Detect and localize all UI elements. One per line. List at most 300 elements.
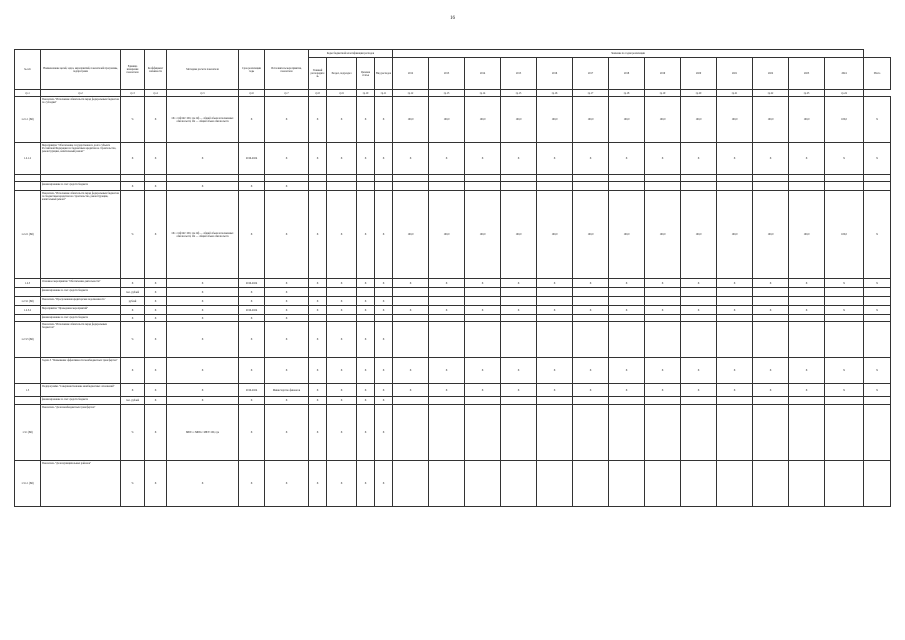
row-value	[825, 297, 864, 306]
row-name: Показатель "Просроченная кредиторская задолженность"	[41, 297, 121, 306]
row-method: Оb = Оф/Оп×100, где Оф — общий объем исполненных обязательств; Оп — общий объем обязательств	[167, 191, 239, 279]
header-year: 2019	[645, 58, 681, 90]
row-name: Показатель "Доля муниципальных районов"	[41, 461, 121, 507]
row-value	[393, 397, 429, 405]
row-value: X	[609, 306, 645, 315]
column-number: гр.19	[645, 90, 681, 97]
row-value: 100,0	[789, 191, 825, 279]
row-value	[753, 175, 789, 182]
row-value: X	[465, 143, 501, 175]
row-value	[717, 288, 753, 297]
row-target	[357, 182, 375, 191]
row-value: X	[465, 358, 501, 384]
row-section: X	[327, 358, 357, 384]
table-row	[15, 315, 891, 322]
row-value	[753, 461, 789, 507]
row-value: X	[864, 191, 891, 279]
row-value	[864, 182, 891, 191]
row-name: Мероприятие "Обеспечение государственного долга субъекта Российской Федерации по бюджетным кредитам на строительство, реконструкцию, капитальный ремонт"	[41, 143, 121, 175]
row-value	[573, 405, 609, 461]
row-unit: тыс. рублей	[121, 288, 145, 297]
row-value: X	[753, 358, 789, 384]
header-weight: Коэффициент значимости	[145, 50, 167, 90]
row-value: 100,0	[465, 97, 501, 143]
row-value: X	[789, 143, 825, 175]
row-value: X	[681, 306, 717, 315]
row-value: 100,0	[393, 97, 429, 143]
row-grbs: X	[309, 97, 327, 143]
row-value	[789, 405, 825, 461]
row-vid: X	[375, 405, 393, 461]
row-weight: X	[145, 384, 167, 397]
row-vid	[375, 315, 393, 322]
row-value	[753, 288, 789, 297]
row-value	[789, 322, 825, 358]
row-value	[501, 182, 537, 191]
row-value: X	[717, 279, 753, 288]
row-num	[15, 288, 41, 297]
row-value	[465, 397, 501, 405]
header-year: 2012	[393, 58, 429, 90]
row-value	[609, 461, 645, 507]
row-value	[393, 322, 429, 358]
row-value	[753, 297, 789, 306]
row-value	[393, 461, 429, 507]
row-grbs: X	[309, 397, 327, 405]
row-vid	[375, 175, 393, 182]
row-value: 100,0	[717, 97, 753, 143]
row-value: X	[609, 358, 645, 384]
row-value	[429, 405, 465, 461]
row-name: Основное мероприятие "Обеспечение деятельности"	[41, 279, 121, 288]
row-weight: X	[145, 288, 167, 297]
row-value	[645, 175, 681, 182]
row-value: X	[717, 384, 753, 397]
row-value	[717, 182, 753, 191]
row-value: X	[864, 358, 891, 384]
row-unit: X	[121, 315, 145, 322]
row-target: X	[357, 143, 375, 175]
row-value: X	[753, 306, 789, 315]
row-value	[825, 288, 864, 297]
row-value: X	[537, 143, 573, 175]
table-row	[15, 182, 891, 191]
row-value: 100,0	[753, 97, 789, 143]
row-value: X	[393, 306, 429, 315]
row-value	[753, 182, 789, 191]
row-value	[393, 288, 429, 297]
header-year: 2015	[501, 58, 537, 90]
row-value: X	[429, 358, 465, 384]
row-value	[717, 397, 753, 405]
row-value: X	[465, 384, 501, 397]
row-grbs: X	[309, 143, 327, 175]
row-value	[864, 288, 891, 297]
row-value	[681, 175, 717, 182]
row-value	[645, 315, 681, 322]
row-num: 1.2.3	[15, 279, 41, 288]
row-value	[573, 297, 609, 306]
row-value: X	[465, 279, 501, 288]
row-value: X	[501, 279, 537, 288]
row-value: X	[864, 143, 891, 175]
row-value: X	[864, 384, 891, 397]
header-target: Целевая статья	[357, 58, 375, 90]
row-vid: X	[375, 384, 393, 397]
column-number: гр.13	[429, 90, 465, 97]
table-row	[15, 397, 891, 405]
row-value	[753, 322, 789, 358]
row-num: 1.2.1.2	[15, 143, 41, 175]
row-value	[645, 405, 681, 461]
table-row	[15, 306, 891, 315]
row-value	[681, 405, 717, 461]
row-value	[429, 315, 465, 322]
row-unit: X	[121, 279, 145, 288]
row-value	[717, 322, 753, 358]
row-value: X	[825, 279, 864, 288]
row-value	[537, 322, 573, 358]
header-values-group: Значение по годам реализации	[393, 50, 864, 58]
row-value: X	[753, 384, 789, 397]
row-value	[465, 182, 501, 191]
table-row	[15, 97, 891, 143]
row-value: X	[609, 279, 645, 288]
row-value: X	[753, 143, 789, 175]
row-value	[429, 288, 465, 297]
row-unit: X	[121, 384, 145, 397]
row-value	[753, 397, 789, 405]
header-unit: Единица измерения показателя	[121, 50, 145, 90]
row-name: Показатель "Исполнение обязательств перед федеральным бюджетом по субсидии"	[41, 97, 121, 143]
row-name: финансирование за счет средств бюджета	[41, 288, 121, 297]
row-value: X	[501, 384, 537, 397]
row-value: X	[537, 279, 573, 288]
row-value	[465, 322, 501, 358]
row-grbs: X	[309, 191, 327, 279]
row-name: Показатель "Исполнение обязательств перед федеральным бюджетом по бюджетным кредитам на строительство, реконструкцию, капитальный ремонт"	[41, 191, 121, 279]
row-value	[789, 315, 825, 322]
row-value: X	[717, 306, 753, 315]
row-value	[501, 175, 537, 182]
program-table	[14, 49, 891, 507]
row-period: X	[239, 288, 265, 297]
row-num: 1.2.3.3 (Б6)	[15, 322, 41, 358]
row-unit: X	[121, 358, 145, 384]
row-grbs: X	[309, 322, 327, 358]
row-value: 100,0	[645, 191, 681, 279]
column-number: гр.3	[121, 90, 145, 97]
column-number: гр.6	[239, 90, 265, 97]
row-num: 1.3.1.1 (Б6)	[15, 461, 41, 507]
row-grbs: X	[309, 306, 327, 315]
header-year: 2017	[573, 58, 609, 90]
row-target: X	[357, 405, 375, 461]
row-value	[429, 175, 465, 182]
row-value	[717, 461, 753, 507]
column-number: гр.21	[717, 90, 753, 97]
row-value: X	[393, 384, 429, 397]
row-section: X	[327, 384, 357, 397]
row-value	[429, 461, 465, 507]
header-section: Раздел, подраздел	[327, 58, 357, 90]
row-value: X	[501, 143, 537, 175]
row-value: 100,0	[609, 191, 645, 279]
row-value: X	[573, 306, 609, 315]
row-value: X	[537, 306, 573, 315]
row-value	[825, 461, 864, 507]
row-weight: X	[145, 143, 167, 175]
row-executor: X	[265, 182, 309, 191]
column-number: гр.8	[309, 90, 327, 97]
row-weight: X	[145, 322, 167, 358]
row-value: X	[537, 384, 573, 397]
row-value	[393, 175, 429, 182]
row-value: X	[501, 306, 537, 315]
row-value	[825, 182, 864, 191]
header-name: Наименование целей, задач, мероприятий, показателей программы, подпрограмм	[41, 50, 121, 90]
row-value	[681, 322, 717, 358]
row-value: X	[609, 143, 645, 175]
column-number: гр.17	[573, 90, 609, 97]
row-value	[393, 315, 429, 322]
row-weight: X	[145, 461, 167, 507]
row-value	[609, 288, 645, 297]
row-value	[717, 175, 753, 182]
row-value: X	[429, 143, 465, 175]
row-value: X	[717, 358, 753, 384]
row-value	[789, 461, 825, 507]
row-grbs: X	[309, 384, 327, 397]
row-vid	[375, 288, 393, 297]
row-value	[465, 288, 501, 297]
row-section: X	[327, 405, 357, 461]
row-grbs: X	[309, 405, 327, 461]
row-value: X	[645, 143, 681, 175]
row-target	[357, 315, 375, 322]
row-value	[864, 322, 891, 358]
row-vid: X	[375, 279, 393, 288]
row-grbs: X	[309, 358, 327, 384]
row-section: X	[327, 306, 357, 315]
row-value: X	[825, 143, 864, 175]
row-value: X	[573, 384, 609, 397]
row-name: финансирование за счет средств бюджета	[41, 397, 121, 405]
row-target: X	[357, 384, 375, 397]
row-executor	[265, 175, 309, 182]
row-vid: X	[375, 358, 393, 384]
row-section: X	[327, 397, 357, 405]
row-period: 2016-2024	[239, 384, 265, 397]
column-number-row	[15, 90, 891, 97]
row-period: X	[239, 191, 265, 279]
row-name: Показатель "Доля межбюджетных трансфертов"	[41, 405, 121, 461]
row-period: X	[239, 315, 265, 322]
row-value	[393, 405, 429, 461]
row-value	[681, 297, 717, 306]
row-target: X	[357, 461, 375, 507]
program-table-container	[14, 49, 891, 507]
row-value	[573, 182, 609, 191]
row-unit: %	[121, 461, 145, 507]
row-section: X	[327, 143, 357, 175]
row-vid: X	[375, 97, 393, 143]
row-section	[327, 182, 357, 191]
row-method: Оb = Оф/Оп×100, где Оф — общий объем исполненных обязательств; Оп — общий объем обязательств	[167, 97, 239, 143]
row-value	[429, 297, 465, 306]
header-method: Методика расчета показателя	[167, 50, 239, 90]
row-value	[429, 397, 465, 405]
row-target: X	[357, 306, 375, 315]
row-section	[327, 288, 357, 297]
row-grbs: X	[309, 461, 327, 507]
row-section: X	[327, 97, 357, 143]
row-value: X	[393, 143, 429, 175]
row-vid	[375, 182, 393, 191]
row-value	[573, 397, 609, 405]
row-value	[501, 397, 537, 405]
row-grbs	[309, 288, 327, 297]
row-weight: X	[145, 315, 167, 322]
row-executor: X	[265, 315, 309, 322]
row-value: X	[864, 279, 891, 288]
table-row	[15, 288, 891, 297]
table-row	[15, 322, 891, 358]
row-period: 2016-2024	[239, 143, 265, 175]
row-section	[327, 315, 357, 322]
row-unit: рублей	[121, 297, 145, 306]
table-row	[15, 279, 891, 288]
row-section: X	[327, 461, 357, 507]
header-grbs: Главный распорядитель	[309, 58, 327, 90]
row-value	[789, 397, 825, 405]
row-value: 100,0	[429, 97, 465, 143]
row-value	[537, 397, 573, 405]
row-value	[501, 297, 537, 306]
header-executor: Исполнитель мероприятия, показателя	[265, 50, 309, 90]
column-number: гр.15	[501, 90, 537, 97]
row-value: X	[789, 279, 825, 288]
row-period	[239, 175, 265, 182]
row-unit: X	[121, 182, 145, 191]
row-num: 1.2.3.1 (Б6)	[15, 297, 41, 306]
column-number: гр.9	[327, 90, 357, 97]
row-weight: X	[145, 97, 167, 143]
row-value: 100,0	[501, 191, 537, 279]
row-value: X	[753, 279, 789, 288]
row-num	[15, 358, 41, 384]
row-value	[537, 461, 573, 507]
row-num: 1.3.1 (Б6)	[15, 405, 41, 461]
row-value	[609, 175, 645, 182]
row-method: X	[167, 461, 239, 507]
row-value	[609, 182, 645, 191]
row-value	[537, 175, 573, 182]
row-target: X	[357, 358, 375, 384]
row-value	[717, 297, 753, 306]
row-num: 1.2.3.2	[15, 306, 41, 315]
row-unit: X	[121, 306, 145, 315]
header-vid: Вид расходов	[375, 58, 393, 90]
row-executor: X	[265, 143, 309, 175]
row-value: 100,0	[537, 191, 573, 279]
header-num: № п/п	[15, 50, 41, 90]
header-year: 2024	[825, 58, 864, 90]
row-period: X	[239, 97, 265, 143]
row-weight: X	[145, 182, 167, 191]
row-value: X	[537, 358, 573, 384]
row-value: 100,0	[753, 191, 789, 279]
header-year: 2016	[537, 58, 573, 90]
row-value	[825, 322, 864, 358]
column-number: гр.10	[357, 90, 375, 97]
row-value	[825, 405, 864, 461]
row-value: X	[825, 306, 864, 315]
header-year: 2022	[753, 58, 789, 90]
row-value: 100,0	[537, 97, 573, 143]
row-value	[429, 182, 465, 191]
row-value: X	[429, 384, 465, 397]
row-grbs: X	[309, 297, 327, 306]
row-unit: X	[121, 143, 145, 175]
column-number: гр.23	[789, 90, 825, 97]
row-weight: X	[145, 405, 167, 461]
row-weight: X	[145, 306, 167, 315]
row-target: X	[357, 322, 375, 358]
row-weight: X	[145, 191, 167, 279]
row-weight: X	[145, 358, 167, 384]
row-value	[864, 315, 891, 322]
row-value: 100,0	[681, 191, 717, 279]
row-value	[645, 397, 681, 405]
row-value	[537, 182, 573, 191]
row-value	[864, 461, 891, 507]
row-value	[465, 405, 501, 461]
row-unit: тыс. рублей	[121, 397, 145, 405]
row-method: X	[167, 384, 239, 397]
header-year: 2020	[681, 58, 717, 90]
row-section: X	[327, 191, 357, 279]
row-value: X	[681, 279, 717, 288]
row-executor: X	[265, 322, 309, 358]
row-section	[327, 175, 357, 182]
row-value	[789, 175, 825, 182]
row-num	[15, 397, 41, 405]
row-value	[501, 288, 537, 297]
row-value	[609, 322, 645, 358]
row-value	[645, 461, 681, 507]
row-period: X	[239, 358, 265, 384]
row-section: X	[327, 279, 357, 288]
row-value: X	[645, 279, 681, 288]
row-value: X	[573, 358, 609, 384]
row-value: 100,0	[681, 97, 717, 143]
page-number: 16	[450, 16, 455, 21]
row-num	[15, 182, 41, 191]
row-value: X	[681, 143, 717, 175]
row-vid: X	[375, 322, 393, 358]
row-executor: X	[265, 191, 309, 279]
row-value	[609, 405, 645, 461]
row-value	[717, 405, 753, 461]
row-value	[609, 315, 645, 322]
header-year: 2021	[717, 58, 753, 90]
header-year: 2013	[429, 58, 465, 90]
column-number: гр.1	[15, 90, 41, 97]
row-value: 100,0	[465, 191, 501, 279]
row-name: Показатель "Исполнение обязательств перед федеральным бюджетом"	[41, 322, 121, 358]
row-value	[864, 297, 891, 306]
